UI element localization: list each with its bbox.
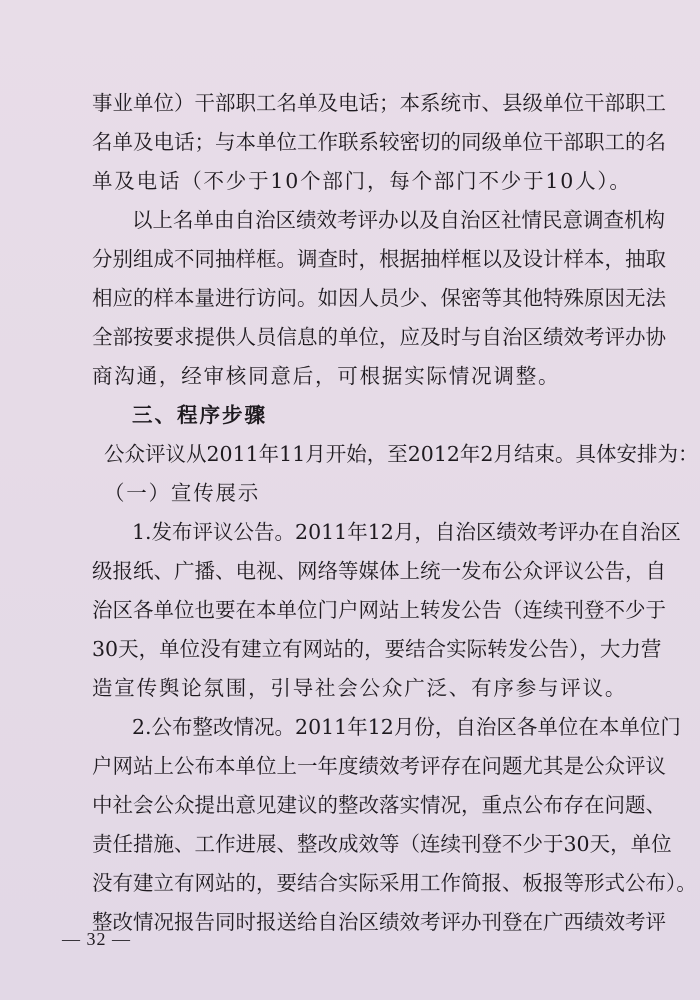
- text-line: 全部按要求提供人员信息的单位，应及时与自治区绩效考评办协: [92, 325, 666, 349]
- text-line: 商沟通，经审核同意后，可根据实际情况调整。: [92, 364, 561, 388]
- subsection-heading: （一）宣传展示: [104, 481, 261, 505]
- text-line: 户网站上公布本单位上一年度绩效考评存在问题尤其是公众评议: [92, 754, 666, 778]
- text-line: 分别组成不同抽样框。调查时，根据抽样框以及设计样本，抽取: [92, 247, 666, 271]
- text-line: 级报纸、广播、电视、网络等媒体上统一发布公众评议公告，自: [92, 559, 666, 583]
- text-line: 单及电话（不少于10个部门，每个部门不少于10人）。: [92, 169, 632, 193]
- text-line: 30天，单位没有建立有网站的，要结合实际转发公告），大力营: [92, 637, 662, 661]
- text-line: 名单及电话；与本单位工作联系较密切的同级单位干部职工的名: [92, 130, 666, 154]
- text-line: 治区各单位也要在本单位门户网站上转发公告（连续刊登不少于: [92, 598, 666, 622]
- paragraph-start-line: 2.公布整改情况。2011年12月份，自治区各单位在本单位门: [132, 715, 681, 739]
- paragraph-start-line: 1.发布评议公告。2011年12月，自治区绩效考评办在自治区: [132, 520, 681, 544]
- paragraph-start-line: 公众评议从2011年11月开始，至2012年2月结束。具体安排为：: [104, 442, 699, 466]
- text-line: 没有建立有网站的，要结合实际采用工作简报、板报等形式公布）。: [92, 871, 697, 895]
- text-line: 责任措施、工作进展、整改成效等（连续刊登不少于30天，单位: [92, 832, 672, 856]
- page-number: — 32 —: [62, 929, 131, 949]
- text-line: 整改情况报告同时报送给自治区绩效考评办刊登在广西绩效考评: [92, 910, 666, 934]
- text-line: 相应的样本量进行访问。如因人员少、保密等其他特殊原因无法: [92, 286, 666, 310]
- paragraph-start-line: 以上名单由自治区绩效考评办以及自治区社情民意调查机构: [132, 208, 665, 232]
- section-heading: 三、程序步骤: [132, 403, 267, 427]
- text-line: 中社会公众提出意见建议的整改落实情况，重点公布存在问题、: [92, 793, 666, 817]
- text-line: 事业单位）干部职工名单及电话；本系统市、县级单位干部职工: [92, 91, 666, 115]
- text-line: 造宣传舆论氛围，引导社会公众广泛、有序参与评议。: [92, 676, 628, 700]
